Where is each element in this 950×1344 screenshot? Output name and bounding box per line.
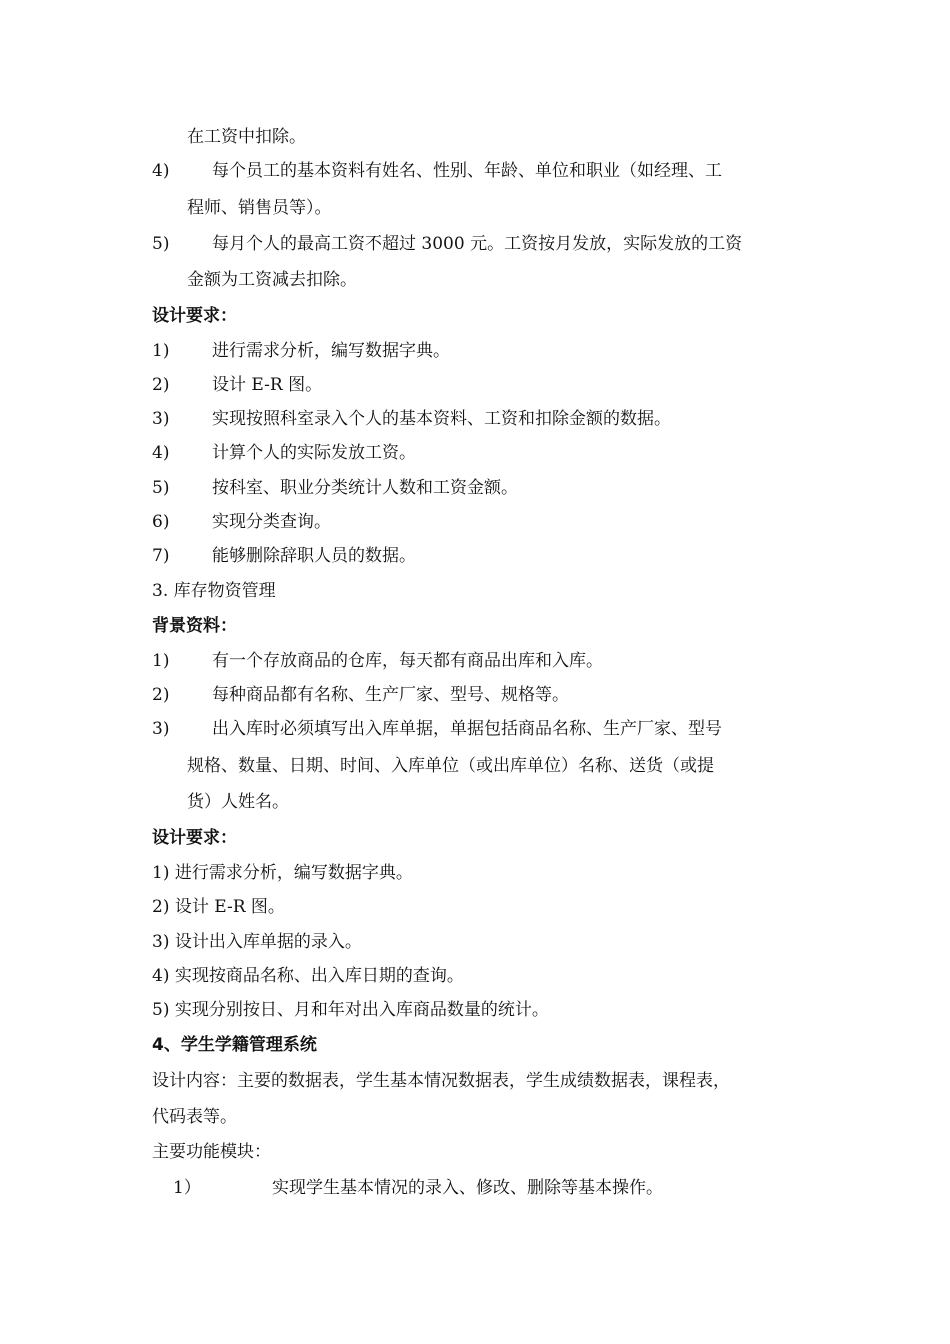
text-line: 3) 设计出入库单据的录入。 (152, 932, 362, 952)
text-line: 1) 进行需求分析，编写数据字典。 (152, 863, 413, 883)
text-line: 设计内容：主要的数据表，学生基本情况数据表，学生成绩数据表，课程表， (152, 1071, 730, 1091)
list-number: 6) (152, 512, 170, 532)
text-line: 代码表等。 (152, 1107, 237, 1127)
list-number: 1） (173, 1178, 201, 1198)
text-line: 设计 E-R 图。 (212, 375, 323, 395)
text-line: 4) 实现按商品名称、出入库日期的查询。 (152, 966, 464, 986)
text-line: 程师、销售员等）。 (187, 198, 332, 218)
text-line: 每个员工的基本资料有姓名、性别、年龄、单位和职业（如经理、工 (212, 161, 722, 181)
text-line: 能够删除辞职人员的数据。 (212, 546, 416, 566)
list-number: 2) (152, 375, 170, 395)
list-number: 1) (152, 341, 170, 361)
text-line: 出入库时必须填写出入库单据，单据包括商品名称、生产厂家、型号 (212, 719, 722, 739)
text-line: 5) 实现分别按日、月和年对出入库商品数量的统计。 (152, 1000, 549, 1020)
list-number: 2) (152, 685, 170, 705)
list-number: 5) (152, 478, 170, 498)
text-line: 每月个人的最高工资不超过 3000 元。工资按月发放，实际发放的工资 (212, 234, 743, 254)
section-heading: 设计要求： (152, 828, 237, 848)
section-heading: 设计要求： (152, 306, 237, 326)
section-title: 3. 库存物资管理 (152, 581, 276, 601)
text-line: 规格、数量、日期、时间、入库单位（或出库单位）名称、送货（或提 (187, 756, 714, 776)
list-number: 4) (152, 161, 170, 181)
text-line: 2) 设计 E-R 图。 (152, 897, 285, 917)
text-line: 主要功能模块： (152, 1142, 271, 1162)
section-heading: 4、学生学籍管理系统 (152, 1035, 317, 1055)
list-number: 4) (152, 443, 170, 463)
text-line: 在工资中扣除。 (187, 127, 306, 147)
text-line: 有一个存放商品的仓库，每天都有商品出库和入库。 (212, 651, 603, 671)
list-number: 5) (152, 234, 170, 254)
list-number: 3) (152, 719, 170, 739)
section-heading: 背景资料： (152, 616, 237, 636)
text-line: 实现分类查询。 (212, 512, 331, 532)
text-line: 货）人姓名。 (187, 792, 289, 812)
text-line: 每种商品都有名称、生产厂家、型号、规格等。 (212, 685, 569, 705)
text-line: 计算个人的实际发放工资。 (212, 443, 416, 463)
text-line: 按科室、职业分类统计人数和工资金额。 (212, 478, 518, 498)
list-number: 1) (152, 651, 170, 671)
text-line: 实现按照科室录入个人的基本资料、工资和扣除金额的数据。 (212, 409, 671, 429)
text-line: 金额为工资减去扣除。 (187, 270, 357, 290)
list-number: 7) (152, 546, 170, 566)
list-number: 3) (152, 409, 170, 429)
text-line: 进行需求分析，编写数据字典。 (212, 341, 450, 361)
text-line: 实现学生基本情况的录入、修改、删除等基本操作。 (272, 1178, 663, 1198)
